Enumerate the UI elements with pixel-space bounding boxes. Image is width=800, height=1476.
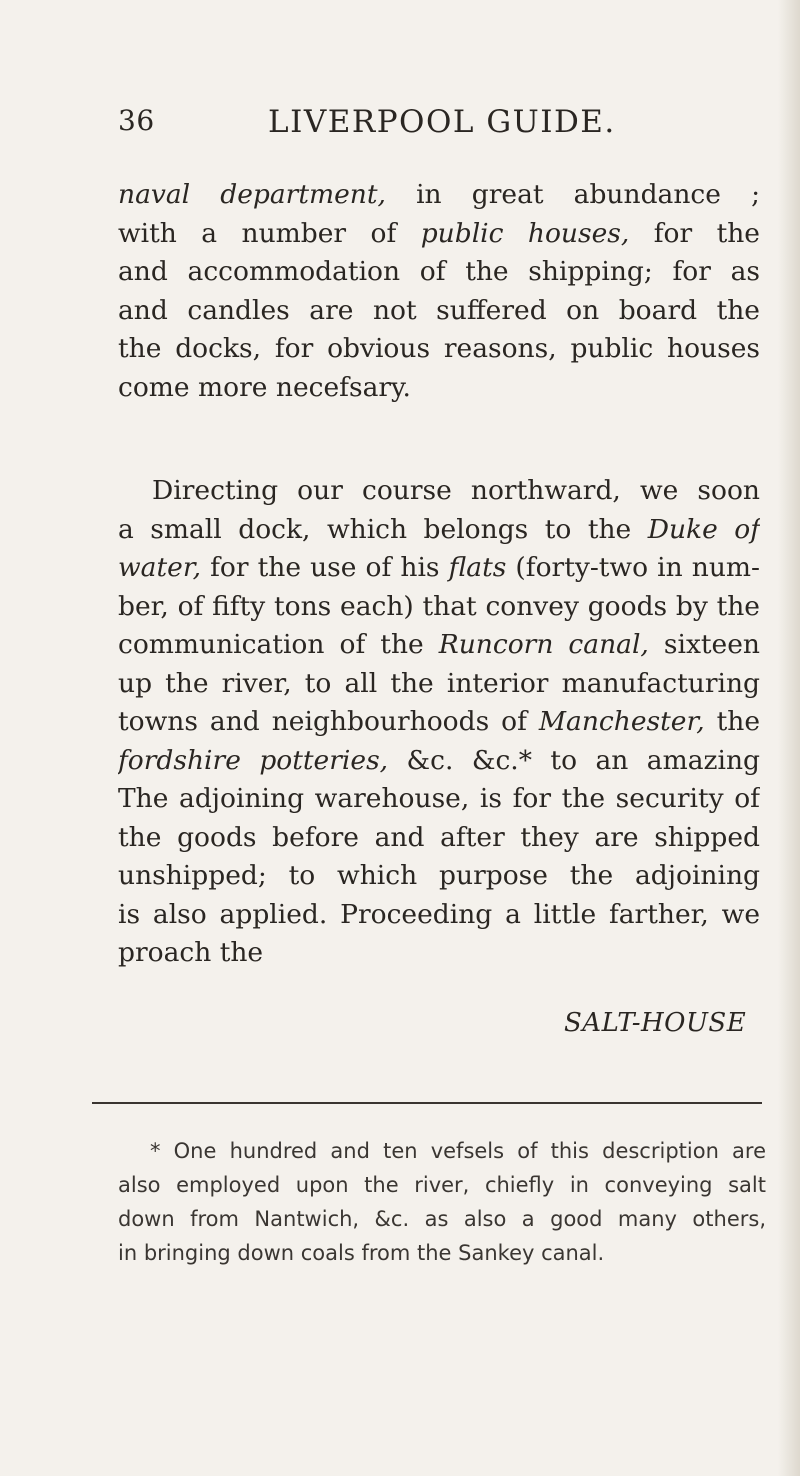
text-line: and candles are not suffered on board the [118, 294, 760, 326]
text-line: come more necefsary. [118, 371, 411, 403]
text-line: communication of the Runcorn canal, sixteen [118, 629, 760, 660]
text-line: Directing our course northward, we soon [152, 475, 760, 506]
text-line: the docks, for obvious reasons, public houses [118, 333, 760, 364]
catchword: SALT-HOUSE [564, 1008, 747, 1038]
text-line: unshipped; to which purpose the adjoining [118, 860, 760, 891]
running-title: LIVERPOOL GUIDE. [268, 104, 616, 140]
text-line: a small dock, which belongs to the Duke of [118, 513, 760, 545]
text-line: ber, of fifty tons each) that convey goods by the [118, 590, 760, 622]
footnote-line: also employed upon the river, chiefly in conveying salt [118, 1173, 766, 1197]
text-line: towns and neighbourhoods of Manchester, the [118, 706, 760, 737]
text-line: up the river, to all the interior manufacturing [118, 667, 760, 699]
page-number: 36 [118, 104, 155, 137]
text-line: is also applied. Proceeding a little farther, we [118, 898, 760, 930]
text-line: The adjoining warehouse, is for the security of [118, 783, 760, 814]
paragraph-public-houses [118, 176, 760, 407]
text-line: the goods before and after they are shipped [118, 821, 760, 853]
footnote-line: * One hundred and ten vefsels of this description are [150, 1139, 766, 1163]
text-line: fordshire potteries, &c. &c.* to an amazing [118, 744, 760, 776]
page-header [120, 104, 760, 154]
text-line: with a number of public houses, for the [118, 217, 760, 249]
text-line: water, for the use of his flats (forty-two in num- [118, 552, 760, 583]
footnote-line: down from Nantwich, &c. as also a good many others, [118, 1207, 766, 1231]
footnote-line: in bringing down coals from the Sankey canal. [118, 1241, 605, 1265]
footnote [118, 1134, 766, 1270]
text-line: naval department, in great abundance ; [118, 179, 760, 210]
footnote-divider [92, 1102, 762, 1104]
text-line: and accommodation of the shipping; for as [118, 256, 760, 287]
paragraph-bridgewater-dock [118, 472, 760, 973]
text-line: proach the [118, 937, 264, 968]
page-edge-shadow [778, 0, 800, 1476]
